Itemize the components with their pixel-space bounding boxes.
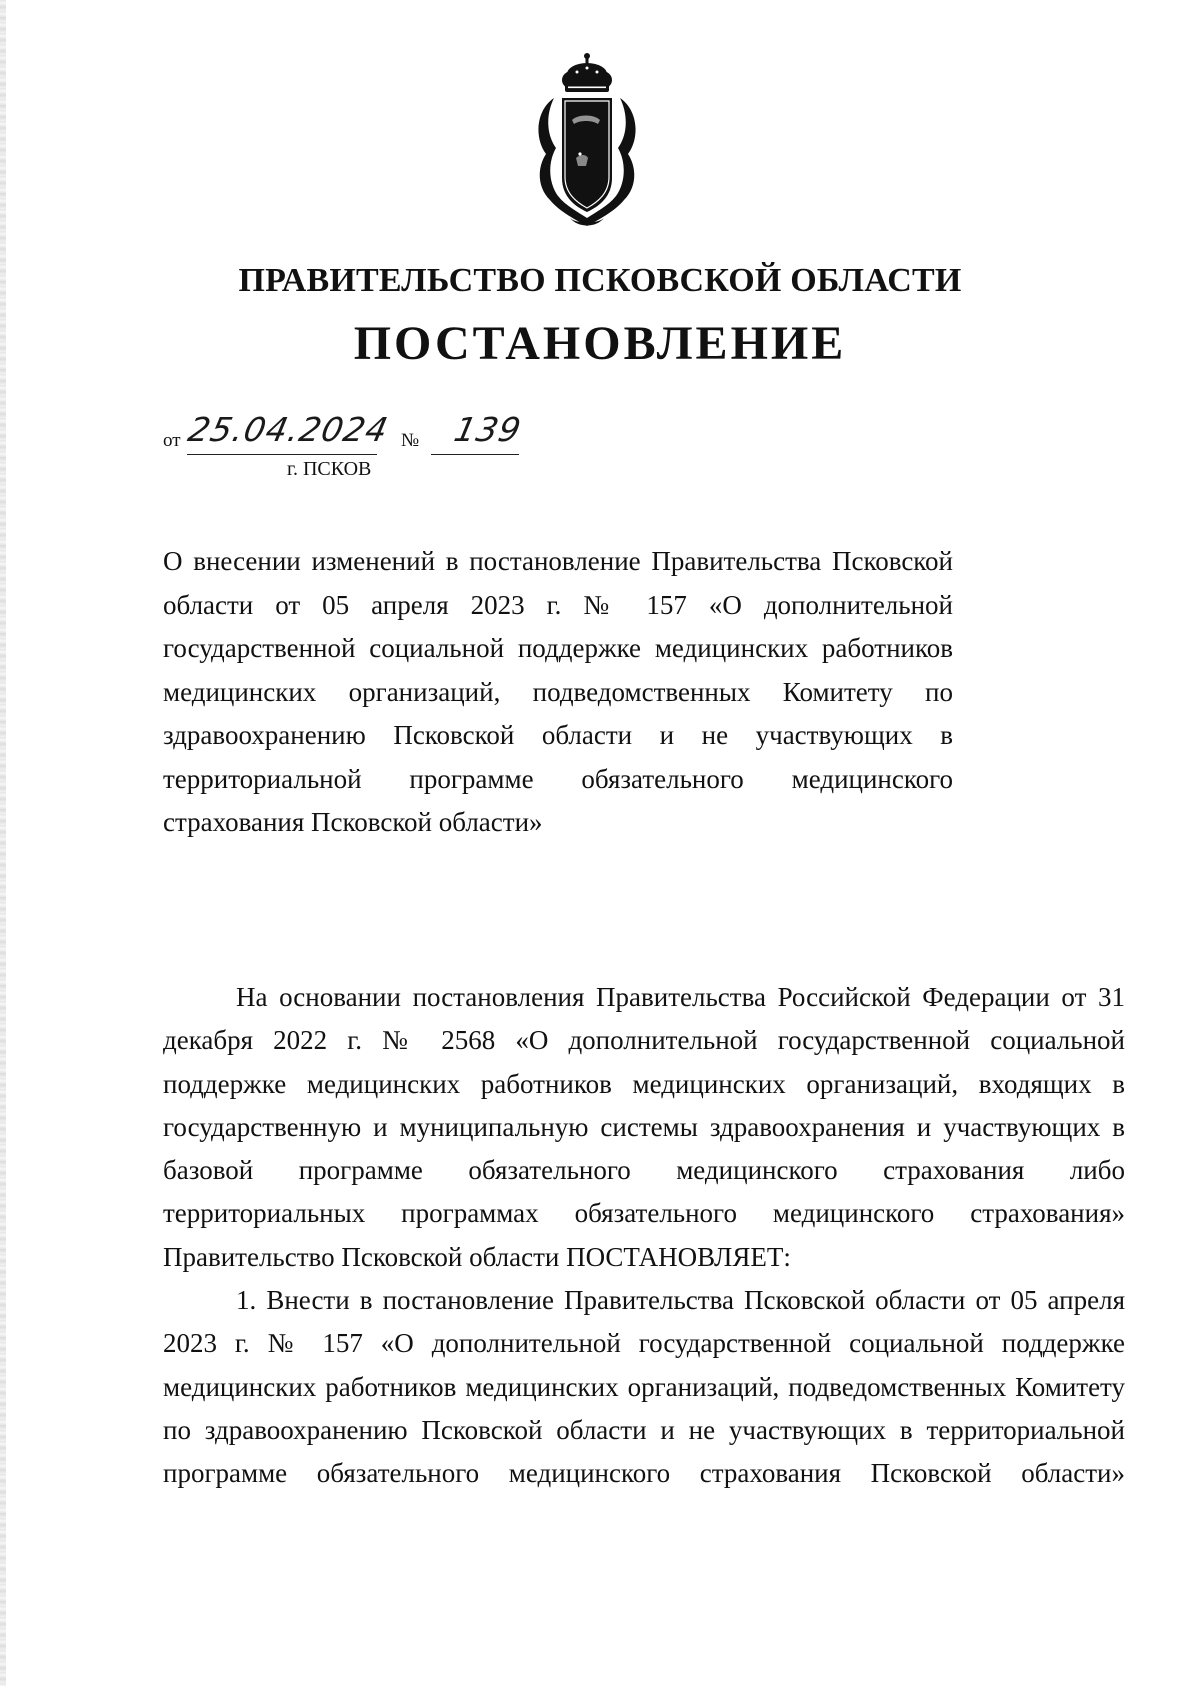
date-number-row bbox=[163, 410, 583, 460]
number-prefix: № bbox=[401, 430, 420, 451]
organization-title: ПРАВИТЕЛЬСТВО ПСКОВСКОЙ ОБЛАСТИ bbox=[238, 262, 962, 299]
body-paragraph-2: 1. Внести в постановление Правительства Псковской области от 05 апреля 2023 г. № 157 «О дополнительной государственной социальной поддержке медицинских работников медицинских организаций, подведомственных Комитету по здравоохранению Псковской области и не участвующих в территориальной программе обязательного медицинского страхования Псковской области» bbox=[163, 1285, 1125, 1489]
number-underline bbox=[431, 454, 519, 455]
body-paragraph-1: На основании постановления Правительства Российской Федерации от 31 декабря 2022 г. № 2568 «О дополнительной государственной социальной поддержке медицинских работников медицинских организаций, входящих в государственную и муниципальную системы здравоохранения и участвующих в базовой программе обязательного медицинского страхования либо территориальных программах обязательного медицинского страхования» Правительство Псковской области ПОСТАНОВЛЯЕТ: bbox=[163, 982, 1125, 1272]
document-body bbox=[163, 976, 1125, 1496]
date-underline bbox=[187, 454, 377, 455]
date-prefix: от bbox=[163, 430, 181, 451]
handwritten-date: 25.04.2024 bbox=[184, 410, 393, 449]
document-type-title: ПОСТАНОВЛЕНИЕ bbox=[353, 317, 847, 370]
scan-edge bbox=[0, 0, 6, 1686]
document-subject: О внесении изменений в постановление Правительства Псковской области от 05 апреля 2023 г. № 157 «О дополнительной государственной социальной поддержке медицинских работников медицинских организаций, подведомственных Комитету по здравоохранению Псковской области и не участвующих в территориальной программе обязательного медицинского страхования Псковской области» bbox=[163, 546, 953, 837]
pskov-coat-of-arms-icon bbox=[532, 50, 642, 235]
city-label: г. ПСКОВ bbox=[287, 458, 372, 480]
handwritten-number: 139 bbox=[450, 410, 526, 449]
